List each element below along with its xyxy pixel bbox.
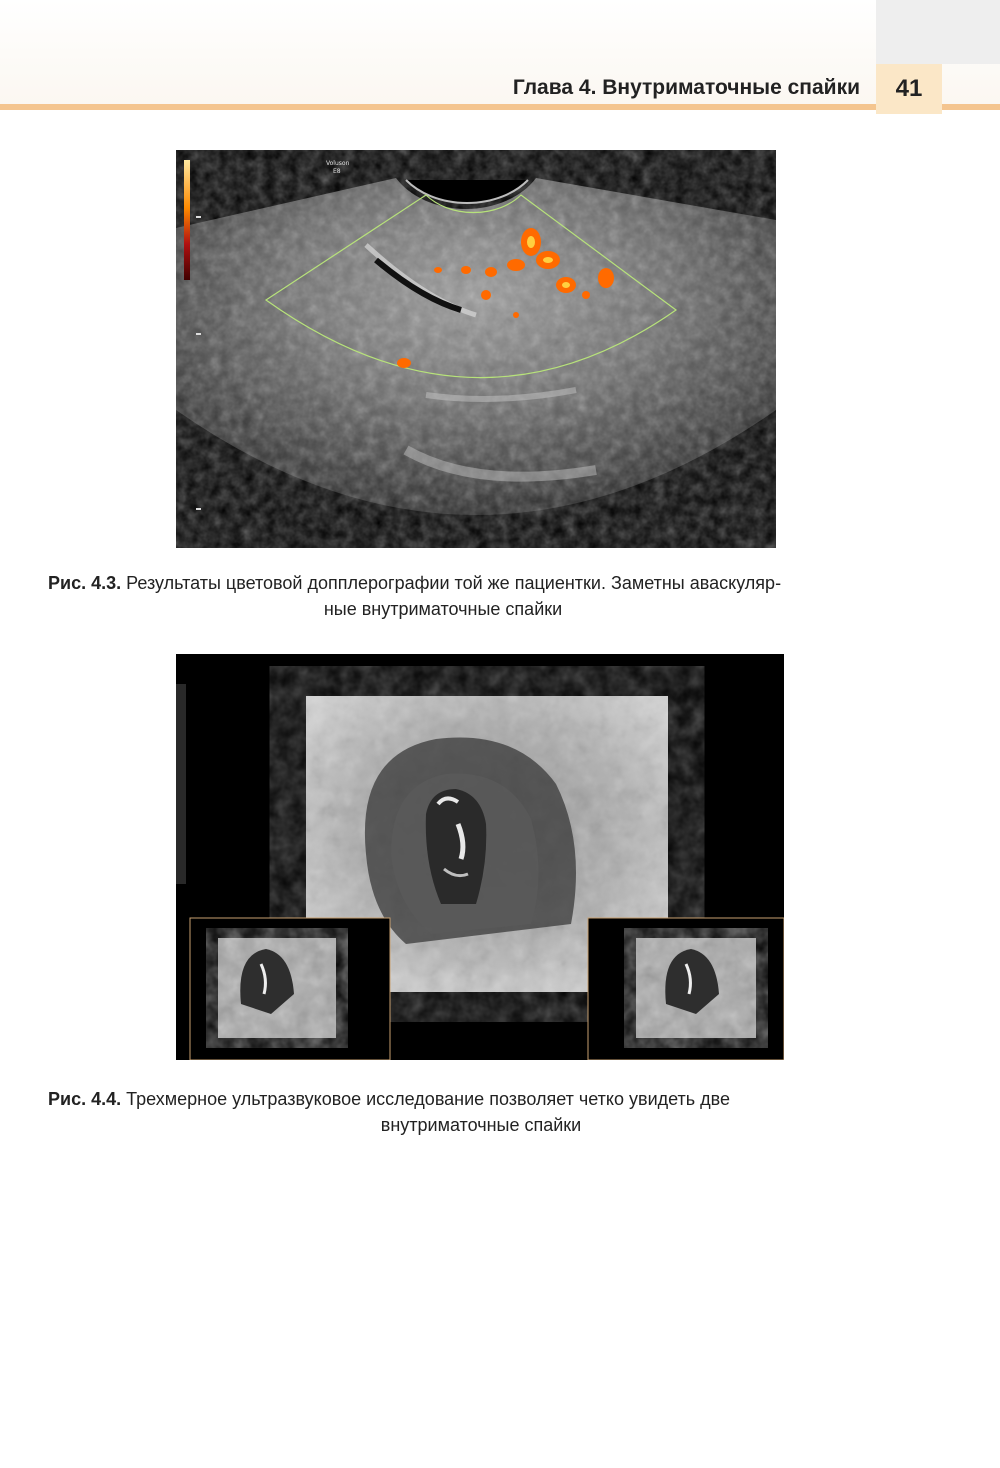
caption-line1: Результаты цветовой допплерографии той же пациентки. Заметны аваскуляр- (126, 573, 782, 593)
caption-label: Рис. 4.4. (48, 1089, 122, 1109)
3d-ultrasound-image (176, 654, 784, 1060)
device-label-2: E8 (333, 168, 341, 175)
chapter-title: 4. Внутриматочные спайки (578, 76, 860, 99)
figure-4-3-caption (48, 570, 958, 622)
header-rule (0, 104, 1000, 110)
running-header (513, 76, 860, 100)
corner-shade (876, 0, 1000, 64)
caption-line1: Трехмерное ультразвуковое исследование позволяет четко увидеть две (126, 1089, 731, 1109)
chapter-word: Глава (512, 76, 574, 99)
color-scale-bar (184, 160, 190, 280)
device-label-1: Voluson (326, 160, 350, 167)
figure-3d-ultrasound (176, 654, 784, 1060)
figure-4-4-caption (48, 1086, 914, 1138)
caption-line2: внутриматочные спайки (380, 1115, 582, 1135)
page-number: 41 (876, 64, 942, 114)
caption-line2: ные внутриматочные спайки (323, 599, 563, 619)
doppler-image (176, 150, 776, 548)
figure-doppler-ultrasound (176, 150, 776, 548)
caption-label: Рис. 4.3. (48, 573, 122, 593)
